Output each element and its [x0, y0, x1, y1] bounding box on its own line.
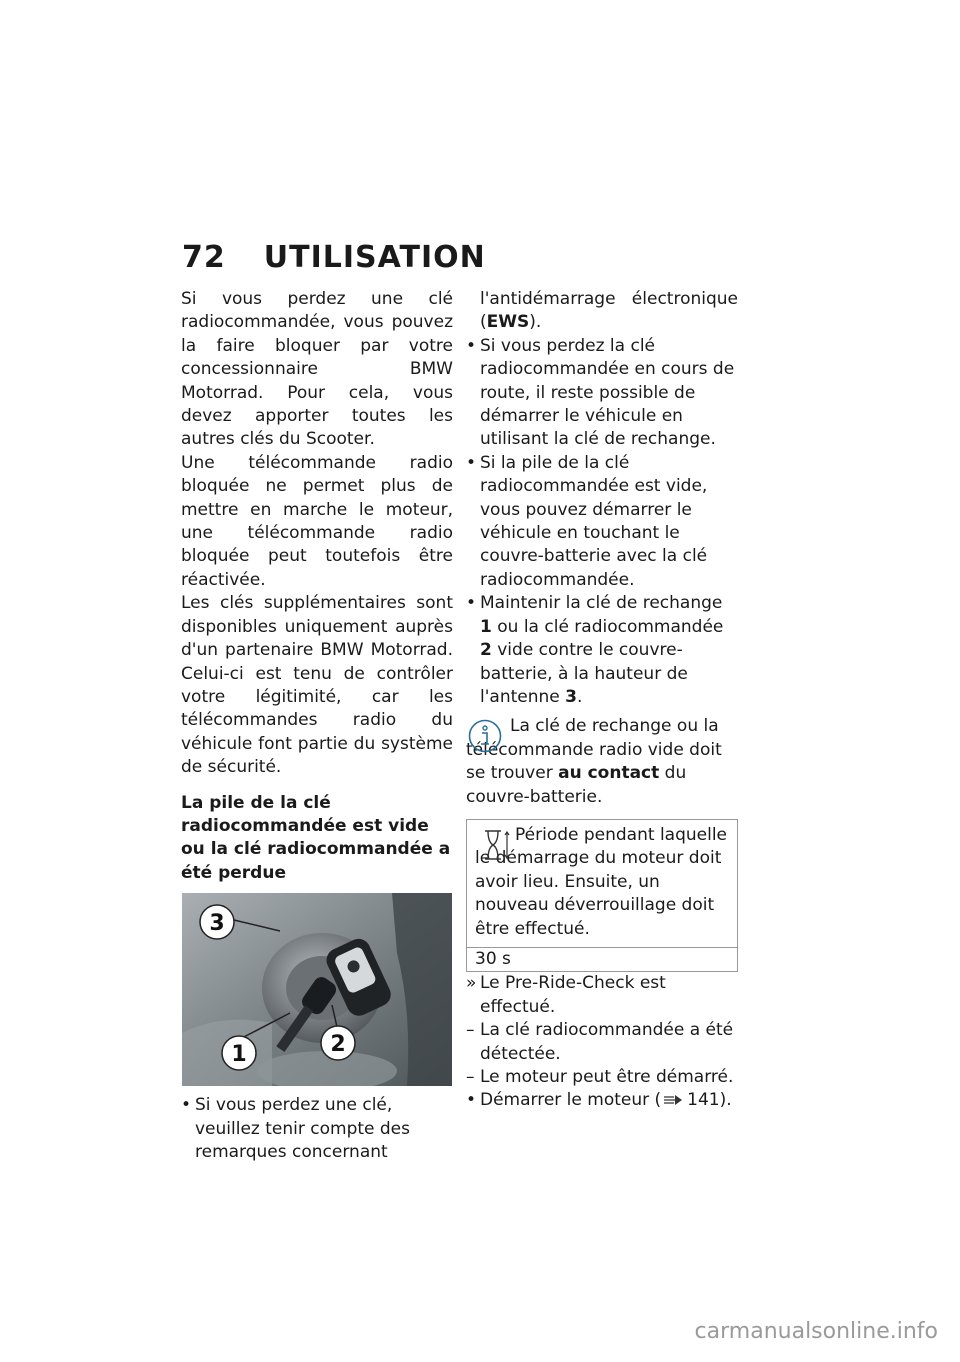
ews-label: EWS: [486, 312, 530, 333]
time-window-box: [466, 819, 738, 972]
bullet-hold-key-c: vide contre le couvre-batterie, à la hauteur de l'antenne: [480, 640, 688, 707]
dash-engine-can-start: – Le moteur peut être démarré.: [466, 1066, 738, 1089]
continued-text: [466, 288, 738, 335]
bullet-hold-key-a: Maintenir la clé de rechange: [480, 593, 723, 614]
bullet-hold-key-d: .: [576, 686, 583, 707]
bullet-start-engine: [466, 1089, 738, 1112]
continued-text-b: ).: [529, 312, 542, 333]
info-text-a: La clé de rechange ou la télécommande radio vide doit se trouver: [466, 716, 722, 784]
page-header: [182, 240, 486, 275]
watermark: carmanualsonline.info: [694, 1319, 938, 1344]
info-note: [466, 715, 738, 809]
ref-1: 1: [480, 616, 492, 637]
bullet-start-engine-a: Démarrer le moteur (: [480, 1090, 662, 1111]
time-window-value: 30 s: [467, 947, 737, 971]
result-preride-check: » Le Pre-Ride-Check est effectué.: [466, 972, 738, 1019]
bullet-battery-empty: • Si la pile de la clé radiocommandée est vide, vous pouvez démarrer le véhicule en touchant le couvre-batterie avec la clé radiocommandée.: [466, 452, 738, 592]
bullet-hold-key-b: ou la clé radiocommandée: [491, 616, 724, 637]
bullet-lost-on-road: • Si vous perdez la clé radiocommandée en cours de route, il reste possible de démarrer le véhicule en utilisant la clé de rechange.: [466, 335, 738, 452]
timer-icon: [481, 828, 511, 862]
callout-3: 3: [209, 911, 225, 937]
section-title: UTILISATION: [263, 240, 486, 275]
paragraph-extra-keys: Les clés supplémentaires sont disponibles uniquement auprès d'un partenaire BMW Motorrad. Celui-ci est tenu de contrôler votre légitimité, car les télécommandes radio du véhicule font partie du système de sécurité.: [181, 593, 453, 778]
bullet-hold-key: [466, 592, 738, 709]
key-photo: [182, 893, 452, 1086]
time-window-description: Période pendant laquelle le démarrage du moteur doit avoir lieu. Ensuite, un nouveau déverrouillage doit être effectué.: [475, 824, 728, 939]
info-text-b: du couvre-batterie.: [466, 763, 687, 807]
paragraph-lost-key: Si vous perdez une clé radiocommandée, vous pouvez la faire bloquer par votre concessionnaire BMW Motorrad. Pour cela, vous devez apporter toutes les autres clés du Scooter.: [181, 289, 453, 450]
info-text: [466, 715, 738, 809]
key-photo-illustration: [182, 893, 452, 1086]
bullet-start-engine-b: ).: [719, 1090, 732, 1111]
page-reference-arrow-icon: [663, 1094, 683, 1106]
bullet-lost-key: • Si vous perdez une clé, veuillez tenir compte des remarques concernant: [181, 1094, 453, 1164]
dash-key-detected: – La clé radiocommandée a été détectée.: [466, 1019, 738, 1066]
ref-2: 2: [480, 640, 492, 661]
page-reference-link[interactable]: 141: [687, 1090, 720, 1111]
subsection-heading: La pile de la clé radiocommandée est vide ou la clé radiocommandée a été perdue: [181, 792, 451, 883]
info-text-bold: au contact: [558, 763, 660, 784]
page-number: 72: [182, 240, 226, 275]
callout-1: 1: [231, 1042, 247, 1068]
callout-2: 2: [330, 1032, 346, 1058]
continued-text-a: l'antidémarrage électronique (: [480, 289, 738, 333]
left-column: [181, 288, 453, 1164]
paragraph-blocked-remote: Une télécommande radio bloquée ne permet plus de mettre en marche le moteur, une télécommande radio bloquée peut toutefois être réactivée.: [181, 452, 453, 590]
info-icon: [468, 719, 502, 753]
right-column: [466, 288, 738, 1113]
ref-3: 3: [565, 686, 577, 707]
